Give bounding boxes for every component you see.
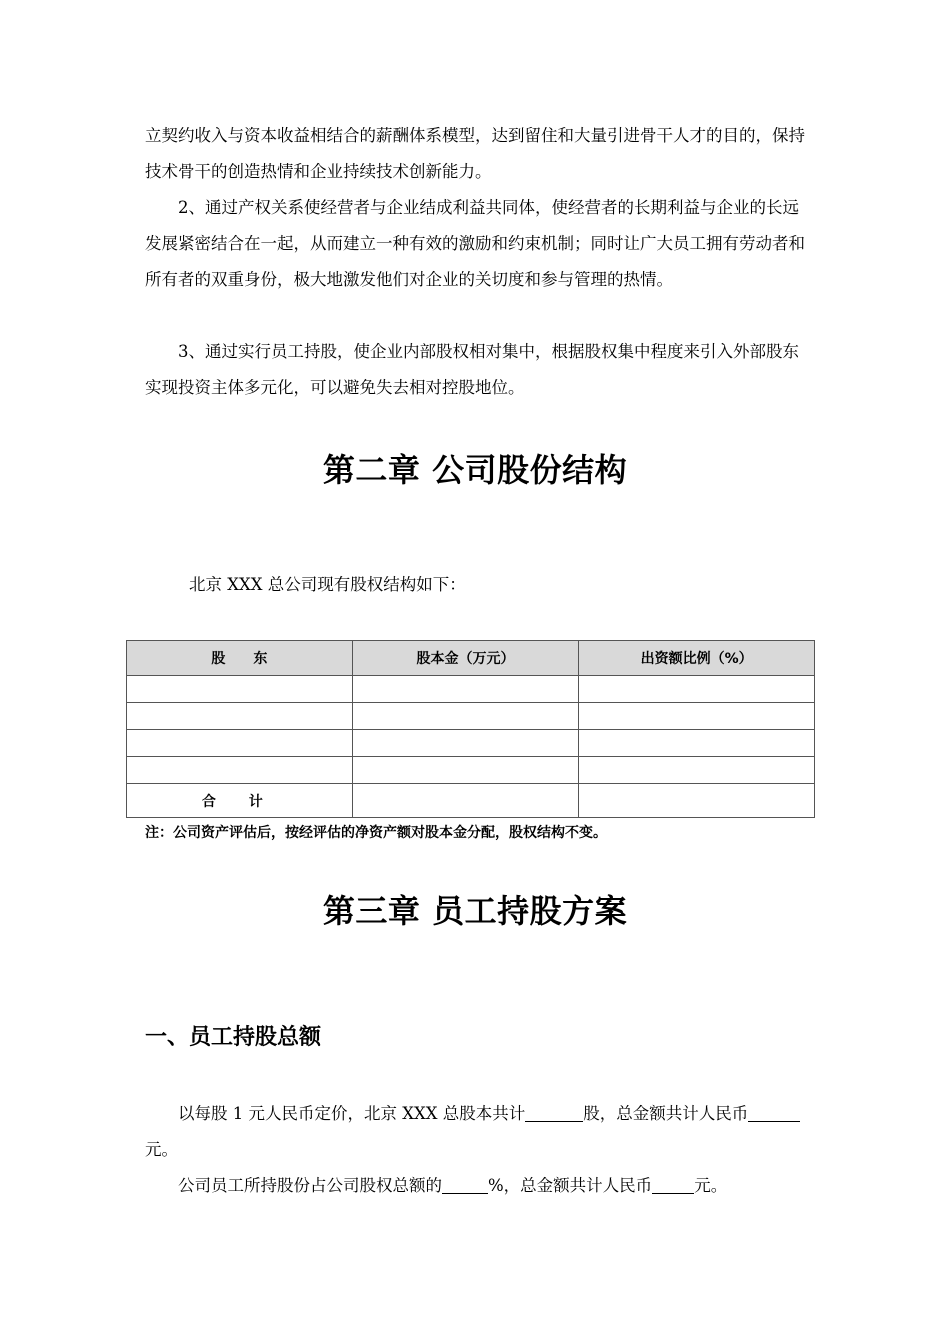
employee-share-paragraph bbox=[145, 1168, 810, 1204]
table-total-row bbox=[127, 784, 815, 818]
table-cell[interactable] bbox=[352, 757, 579, 784]
table-row bbox=[127, 730, 815, 757]
table-header-row bbox=[127, 641, 815, 676]
total-shares-blank[interactable] bbox=[525, 1103, 583, 1122]
table-row bbox=[127, 703, 815, 730]
employee-amount-blank[interactable] bbox=[652, 1175, 694, 1194]
chapter-3-title: 第三章 员工持股方案 bbox=[322, 892, 628, 930]
total-amount-blank[interactable] bbox=[748, 1103, 800, 1122]
header-shareholder: 股 东 bbox=[127, 641, 353, 676]
share-total-text-3: 元。 bbox=[145, 1140, 178, 1159]
table-note: 注：公司资产评估后，按经评估的净资产额对股本金分配，股权结构不变。 bbox=[145, 825, 607, 841]
intro-point-2: 2、通过产权关系使经营者与企业结成利益共同体，使经营者的长期利益与企业的长远发展紧密结合在一起，从而建立一种有效的激励和约束机制；同时让广大员工拥有劳动者和所有者的双重身份，极大地激发他们对企业的关切度和参与管理的热情。 bbox=[145, 198, 805, 289]
share-total-text-2: 股，总金额共计人民币 bbox=[583, 1104, 749, 1123]
total-capital-cell[interactable] bbox=[352, 784, 579, 818]
share-total-text-1: 以每股 1 元人民币定价，北京 XXX 总股本共计 bbox=[178, 1104, 526, 1123]
table-cell[interactable] bbox=[352, 703, 579, 730]
employee-share-text-1: 公司员工所持股份占公司股权总额的 bbox=[178, 1176, 442, 1195]
equity-structure-table bbox=[126, 640, 815, 818]
table-cell[interactable] bbox=[127, 703, 353, 730]
table-row bbox=[127, 757, 815, 784]
table-cell[interactable] bbox=[127, 757, 353, 784]
section-1-title: 一、员工持股总额 bbox=[145, 1025, 322, 1050]
table-cell[interactable] bbox=[127, 676, 353, 703]
table-cell[interactable] bbox=[352, 730, 579, 757]
header-capital: 股本金（万元） bbox=[352, 641, 579, 676]
total-ratio-cell[interactable] bbox=[579, 784, 815, 818]
employee-share-text-2: %，总金额共计人民币 bbox=[488, 1176, 653, 1195]
intro-point-3: 3、通过实行员工持股，使企业内部股权相对集中，根据股权集中程度来引入外部股东实现投资主体多元化，可以避免失去相对控股地位。 bbox=[145, 342, 799, 397]
table-cell[interactable] bbox=[579, 757, 815, 784]
table-cell[interactable] bbox=[579, 703, 815, 730]
header-ratio: 出资额比例（%） bbox=[579, 641, 815, 676]
equity-structure-lead: 北京 XXX 总公司现有股权结构如下： bbox=[189, 575, 466, 594]
table-cell[interactable] bbox=[579, 676, 815, 703]
table-row bbox=[127, 676, 815, 703]
table-cell[interactable] bbox=[579, 730, 815, 757]
employee-percent-blank[interactable] bbox=[442, 1175, 488, 1194]
total-label: 合 计 bbox=[127, 784, 353, 818]
chapter-2-title: 第二章 公司股份结构 bbox=[322, 451, 628, 489]
intro-paragraph-continued: 立契约收入与资本收益相结合的薪酬体系模型，达到留住和大量引进骨干人才的目的，保持技术骨干的创造热情和企业持续技术创新能力。 bbox=[145, 126, 805, 181]
share-total-paragraph bbox=[145, 1096, 810, 1168]
table-cell[interactable] bbox=[352, 676, 579, 703]
table-cell[interactable] bbox=[127, 730, 353, 757]
employee-share-text-3: 元。 bbox=[694, 1176, 728, 1195]
